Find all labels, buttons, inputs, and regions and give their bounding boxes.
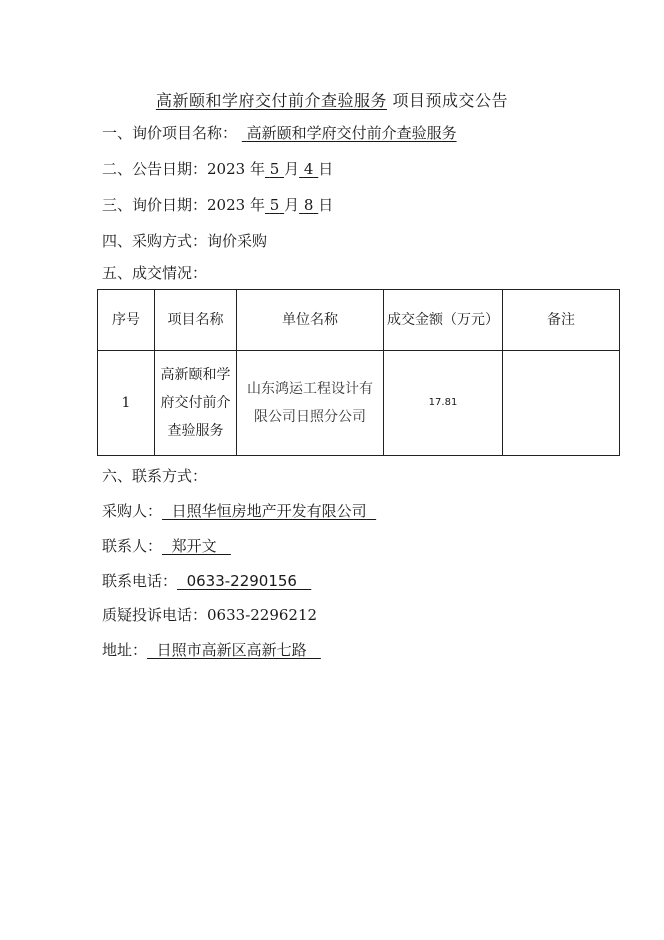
deal-status-label: 五、成交情况： (102, 264, 208, 282)
cell-project-line: 高新颐和学 (160, 367, 231, 383)
buyer-label: 采购人： (102, 502, 163, 520)
page-title (0, 88, 664, 111)
contact-heading (102, 465, 207, 486)
month-unit: 月 (284, 196, 300, 214)
header-amount: 成交金额（万元） (384, 290, 503, 351)
announce-date-label: 二、公告日期： (102, 160, 208, 178)
year-unit: 年 (249, 196, 265, 214)
day-unit: 日 (318, 196, 334, 214)
cell-project-line: 查验服务 (167, 423, 224, 439)
cell-index: 1 (98, 351, 155, 456)
inquiry-date-month: 5 (269, 196, 280, 214)
announce-date-line (102, 158, 333, 179)
contact-person-value: 郑开文 (171, 537, 217, 555)
contact-person-label: 联系人： (102, 537, 163, 555)
cell-company-line: 山东鸿运工程设计有 (247, 381, 373, 397)
header-index: 序号 (98, 290, 155, 351)
table-row (98, 351, 620, 456)
complaint-phone-line (102, 604, 317, 625)
inquiry-date-line (102, 194, 333, 215)
deal-table (97, 289, 620, 456)
contact-person-line (102, 535, 231, 556)
cell-project (155, 351, 237, 456)
phone-line (102, 570, 311, 591)
project-name-value: 高新颐和学府交付前介查验服务 (246, 124, 457, 142)
announce-date-month: 5 (269, 160, 280, 178)
header-note: 备注 (503, 290, 620, 351)
cell-note (503, 351, 620, 456)
phone-label: 联系电话： (102, 572, 178, 590)
inquiry-date-day: 8 (303, 196, 314, 214)
cell-company (237, 351, 384, 456)
project-name-line (102, 122, 457, 143)
title-project-name: 高新颐和学府交付前介查验服务 (155, 91, 387, 110)
buyer-value: 日照华恒房地产开发有限公司 (171, 502, 367, 520)
announce-date-year: 2023 (207, 160, 246, 178)
title-suffix: 项目预成交公告 (392, 91, 509, 110)
complaint-phone-value: 0633-2296212 (207, 606, 318, 624)
day-unit: 日 (318, 160, 334, 178)
inquiry-date-label: 三、询价日期： (102, 196, 208, 214)
contact-heading-label: 六、联系方式： (102, 467, 208, 485)
month-unit: 月 (284, 160, 300, 178)
complaint-phone-label: 质疑投诉电话： (102, 606, 208, 624)
purchase-method-label: 四、采购方式： (102, 232, 208, 250)
address-label: 地址： (102, 641, 148, 659)
project-name-label: 一、询价项目名称： (102, 124, 238, 142)
header-company: 单位名称 (237, 290, 384, 351)
header-project: 项目名称 (155, 290, 237, 351)
address-line (102, 639, 321, 660)
announce-date-day: 4 (303, 160, 314, 178)
year-unit: 年 (249, 160, 265, 178)
address-value: 日照市高新区高新七路 (156, 641, 307, 659)
cell-amount: 17.81 (384, 351, 503, 456)
inquiry-date-year: 2023 (207, 196, 246, 214)
deal-status-heading (102, 262, 207, 283)
cell-company-line: 限公司日照分公司 (254, 409, 366, 425)
table-header-row (98, 290, 620, 351)
purchase-method-value: 询价采购 (207, 232, 268, 250)
phone-value: 0633-2290156 (186, 572, 297, 590)
cell-project-line: 府交付前介 (160, 395, 231, 411)
buyer-line (102, 500, 376, 521)
purchase-method-line (102, 230, 267, 251)
